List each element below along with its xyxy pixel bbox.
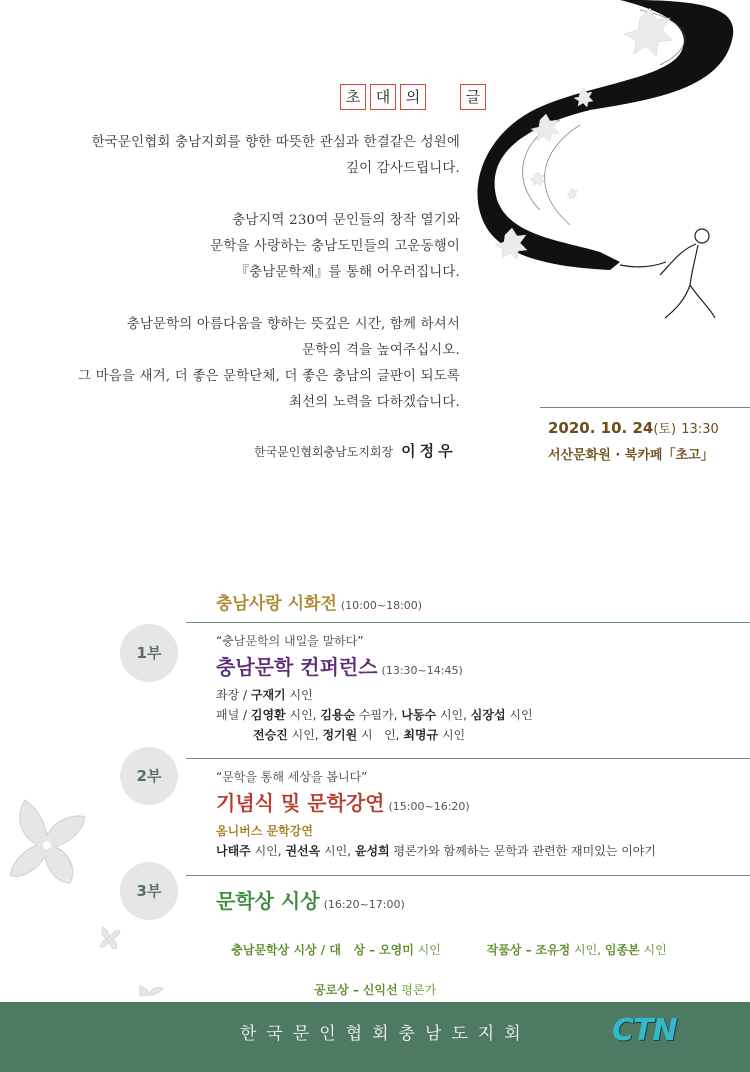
chair-role: 시인 [289, 688, 313, 702]
letter-line: 문학을 사랑하는 충남도민들의 고운동행이 [210, 239, 460, 254]
panelist-role: 시 인, [361, 728, 400, 742]
award-line-1 [216, 920, 736, 980]
part2-badge: 2부 [120, 747, 178, 805]
date-time: 13:30 [681, 422, 719, 437]
letter-line: 『충남문학제』를 통해 어우러집니다. [235, 265, 460, 280]
chair-name: 구재기 [250, 688, 286, 702]
part1-time: (13:30~14:45) [381, 664, 463, 677]
award-work-name: 임종본 [604, 943, 640, 957]
letter-paragraph-1 [20, 130, 460, 182]
panelist-role: 시인, [291, 728, 319, 742]
part1-badge: 1부 [120, 624, 178, 682]
panelist-role: 시인 [441, 728, 466, 742]
part3-time: (16:20~17:00) [323, 898, 405, 911]
panelist-name: 정기원 [322, 728, 358, 742]
part2-details [216, 821, 656, 861]
panel-label: 패널 / [216, 708, 248, 722]
letter-line: 충남지역 230여 문인들의 창작 열기와 [232, 213, 460, 228]
date-main: 2020. 10. 24 [548, 419, 654, 437]
part2-divider [186, 758, 750, 759]
prelude-title: 충남사랑 시화전 [216, 594, 337, 614]
part3-badge: 3부 [120, 862, 178, 920]
award-work-name: 조유정 [535, 943, 571, 957]
event-date [548, 418, 719, 437]
title-char: 초 [340, 84, 366, 110]
date-day: (토) [653, 422, 677, 437]
title-gap [430, 84, 456, 110]
award-work-role: 시인, [574, 943, 602, 957]
signature-role: 한국문인협회충남도지회장 [254, 445, 394, 459]
letter-line: 그 마음을 새겨, 더 좋은 문학단체, 더 좋은 충남의 글판이 되도록 [78, 369, 460, 384]
award-grand-label: 충남문학상 시상 / 대 상 – [231, 943, 376, 957]
part2-time: (15:00~16:20) [388, 800, 470, 813]
award-merit-role: 평론가 [401, 983, 437, 997]
award-line-2 [216, 980, 736, 1000]
award-grand-role: 시인 [417, 943, 441, 957]
part2-quote: “문학을 통해 세상을 봅니다” [216, 770, 368, 784]
letter-line: 한국문인협회 충남지회를 향한 따뜻한 관심과 한결같은 성원에 [91, 135, 460, 150]
letter-line: 문학의 격을 높여주십시오. [302, 343, 460, 358]
lecture-subtitle: 옴니버스 문학강연 [216, 824, 313, 838]
panelist-role: 시인, [289, 708, 317, 722]
panelist-name: 김영환 [250, 708, 286, 722]
award-grand-name: 오영미 [379, 943, 414, 957]
speaker-role: 시인, [324, 844, 352, 858]
ctn-logo: CTN [612, 1013, 677, 1048]
speaker-name: 나태주 [216, 844, 251, 858]
signature [254, 440, 457, 461]
chair-label: 좌장 / [216, 688, 248, 702]
award-merit-label: 공로상 – [314, 983, 359, 997]
letter-paragraph-3 [20, 312, 460, 416]
part2-title [216, 787, 470, 816]
prelude-time: (10:00~18:00) [340, 599, 423, 612]
part1-divider [186, 622, 750, 623]
letter-line: 깊이 감사드립니다. [346, 161, 460, 176]
panelist-name: 나동수 [401, 708, 437, 722]
part1-title-text: 충남문학 컨퍼런스 [216, 655, 378, 679]
letter-line: 최선의 노력을 다하겠습니다. [289, 395, 460, 410]
panelist-role: 시인, [439, 708, 467, 722]
flower-decoration-large [5, 795, 90, 890]
speaker-name: 권선옥 [285, 844, 321, 858]
panelist-name: 심장섭 [470, 708, 506, 722]
part3-title-text: 문학상 시상 [216, 889, 320, 913]
title-char: 글 [460, 84, 486, 110]
panel-line-2 [216, 725, 533, 745]
award-work-label: 작품상 – [486, 943, 532, 957]
part3-divider [186, 875, 750, 876]
flower-decoration-tiny [136, 982, 166, 1000]
part1-details [216, 685, 533, 745]
title-char: 대 [370, 84, 396, 110]
speaker-role: 평론가와 함께하는 문학과 관련한 재미있는 이야기 [393, 844, 656, 858]
part3-title [216, 885, 405, 914]
brush-illustration [470, 0, 750, 330]
panel-line-1 [216, 705, 533, 725]
event-venue: 서산문화원 · 북카페「초고」 [548, 448, 714, 463]
chair-line [216, 685, 533, 705]
panelist-name: 최명규 [403, 728, 439, 742]
award-work-role: 시인 [643, 943, 667, 957]
prelude-exhibition [216, 589, 422, 614]
panelist-role: 시인 [509, 708, 533, 722]
footer-organization: 한국문인협회충남도지회 [240, 1024, 531, 1044]
panelist-name: 김용순 [320, 708, 356, 722]
title-char: 의 [400, 84, 426, 110]
part1-title [216, 651, 463, 680]
signature-name: 이정우 [401, 442, 457, 460]
letter-line: 충남문학의 아름다움을 향하는 뜻깊은 시간, 함께 하셔서 [126, 317, 460, 332]
speaker-role: 시인, [254, 844, 282, 858]
date-divider [540, 407, 750, 408]
panelist-name: 전승진 [253, 728, 288, 742]
part2-title-text: 기념식 및 문학강연 [216, 791, 385, 815]
letter-paragraph-2 [20, 208, 460, 286]
speakers-line [216, 841, 656, 861]
award-merit-name: 신익선 [362, 983, 398, 997]
invitation-title [340, 84, 486, 110]
speaker-name: 윤성희 [354, 844, 390, 858]
panelist-role: 수필가, [358, 708, 398, 722]
part1-quote: “충남문학의 내일을 말하다” [216, 634, 364, 648]
flower-decoration-small [98, 925, 122, 951]
